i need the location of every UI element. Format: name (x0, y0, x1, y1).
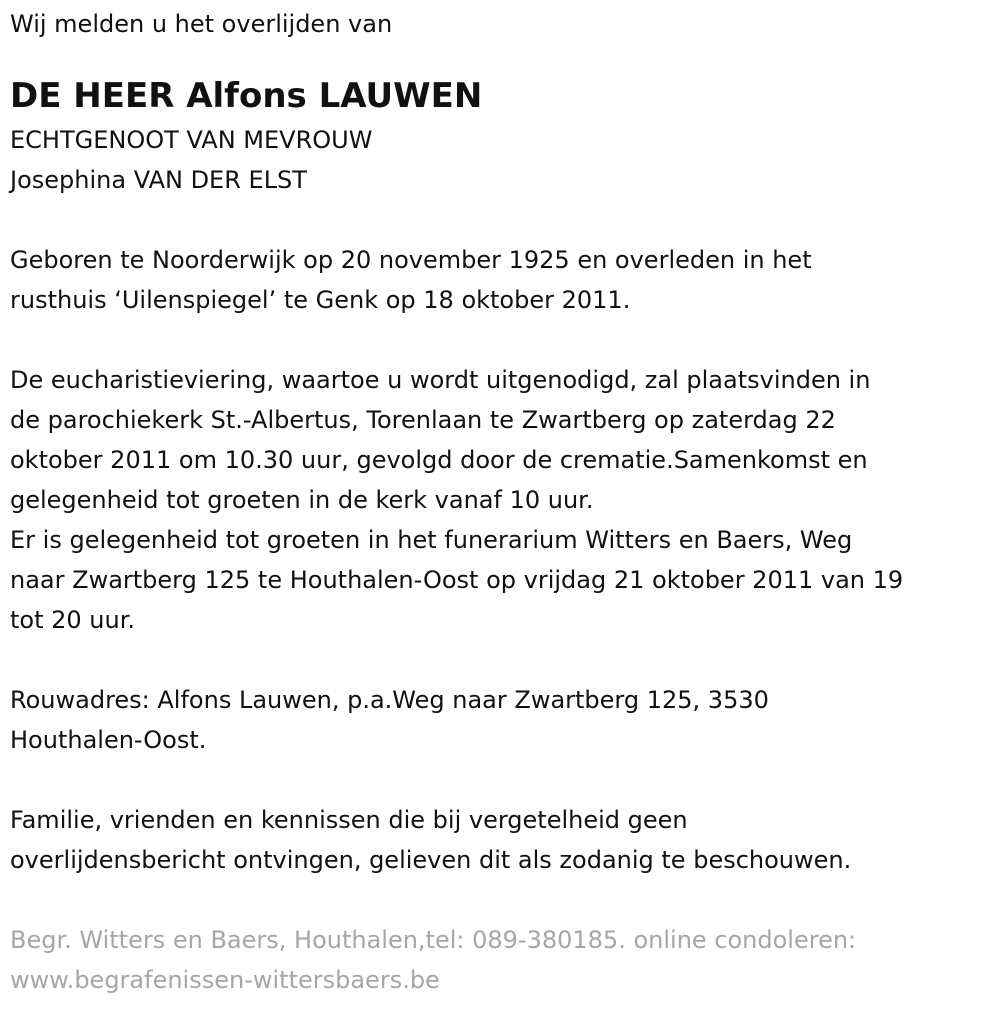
paragraph-line: oktober 2011 om 10.30 uur, gevolgd door de crematie.Samenkomst en (10, 446, 868, 474)
mourning-address-paragraph (10, 680, 990, 760)
paragraph-line: Houthalen-Oost. (10, 726, 207, 754)
paragraph-line: overlijdensbericht ontvingen, gelieven dit als zodanig te beschouwen. (10, 846, 852, 874)
footer-website: www.begrafenissen-wittersbaers.be (10, 966, 440, 994)
deceased-name: DE HEER Alfons LAUWEN (10, 76, 483, 116)
paragraph-line: de parochiekerk St.-Albertus, Torenlaan te Zwartberg op zaterdag 22 (10, 406, 836, 434)
spouse-name: Josephina VAN DER ELST (10, 166, 307, 194)
footer-line: Begr. Witters en Baers, Houthalen,tel: 089-380185. online condoleren: (10, 926, 857, 954)
ceremony-paragraph (10, 360, 990, 640)
birth-death-paragraph (10, 240, 990, 320)
paragraph-line: gelegenheid tot groeten in de kerk vanaf 10 uur. (10, 486, 594, 514)
paragraph-line: Rouwadres: Alfons Lauwen, p.a.Weg naar Zwartberg 125, 3530 (10, 686, 769, 714)
spouse-block (10, 120, 990, 200)
notice-paragraph (10, 800, 990, 880)
spouse-title: ECHTGENOOT VAN MEVROUW (10, 126, 373, 154)
paragraph-line: naar Zwartberg 125 te Houthalen-Oost op vrijdag 21 oktober 2011 van 19 (10, 566, 904, 594)
paragraph-line: De eucharistieviering, waartoe u wordt uitgenodigd, zal plaatsvinden in (10, 366, 871, 394)
paragraph-line: rusthuis ‘Uilenspiegel’ te Genk op 18 oktober 2011. (10, 286, 631, 314)
paragraph-line: Geboren te Noorderwijk op 20 november 1925 en overleden in het (10, 246, 812, 274)
intro-text: Wij melden u het overlijden van (10, 10, 393, 38)
paragraph-line: tot 20 uur. (10, 606, 136, 634)
paragraph-line: Er is gelegenheid tot groeten in het funerarium Witters en Baers, Weg (10, 526, 853, 554)
paragraph-line: Familie, vrienden en kennissen die bij vergetelheid geen (10, 806, 688, 834)
funeral-home-footer (10, 920, 990, 1000)
